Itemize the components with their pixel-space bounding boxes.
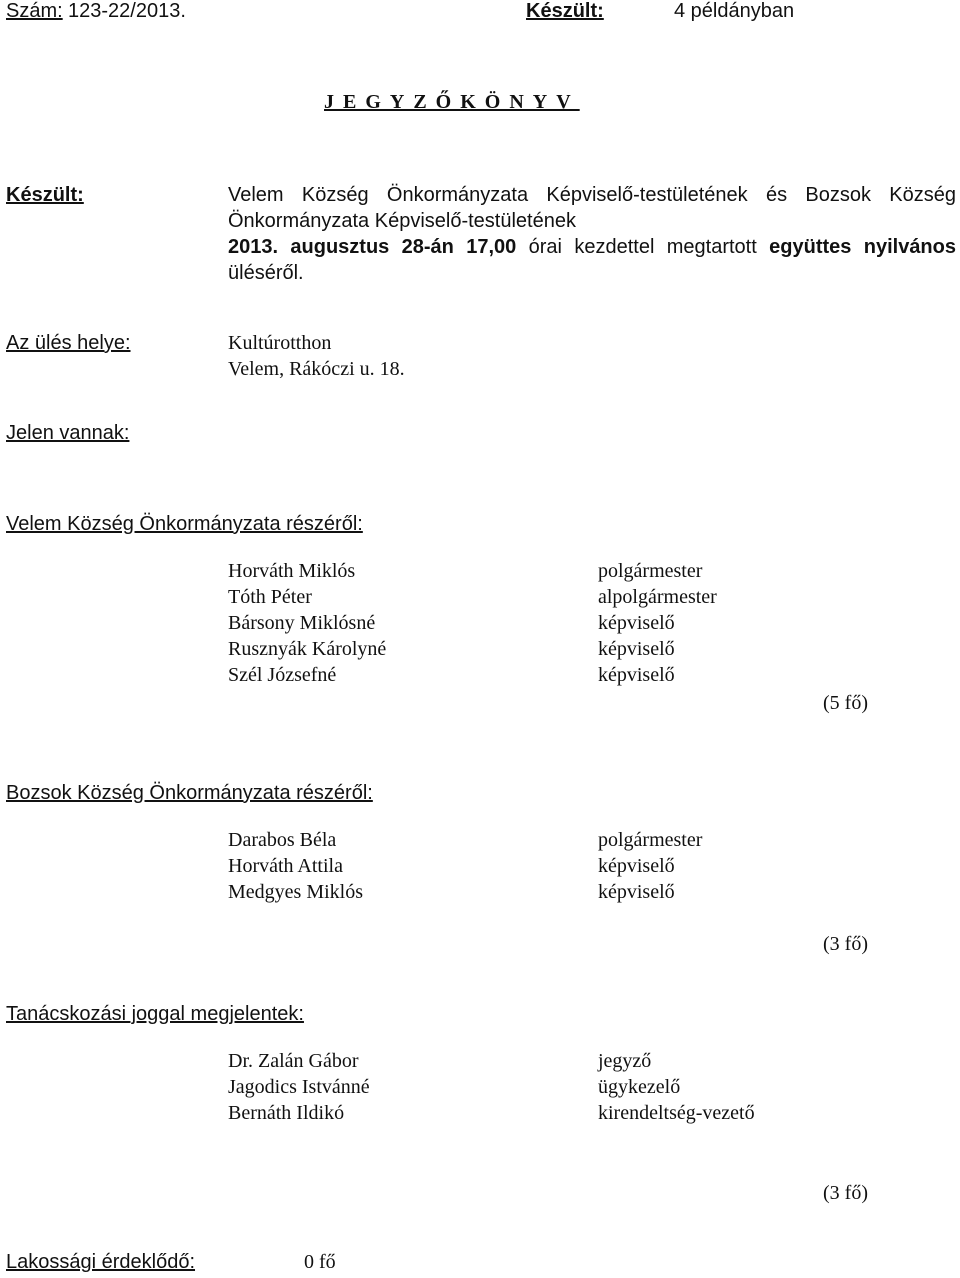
document-title: JEGYZŐKÖNYV	[324, 91, 580, 113]
helye-line-1: Kultúrotthon	[228, 332, 332, 354]
member-name: Bársony Miklósné	[228, 612, 376, 634]
jelen-label: Jelen vannak:	[6, 422, 130, 444]
keszult-mid: órai kezdettel megtartott	[516, 236, 770, 258]
velem-heading: Velem Község Önkormányzata részéről:	[6, 513, 363, 535]
lakossagi-label: Lakossági érdeklődő:	[6, 1251, 196, 1273]
member-role: képviselő	[598, 638, 675, 660]
bozsok-roles	[598, 827, 702, 905]
szam-label: Szám:	[6, 0, 63, 22]
keszult-label: Készült:	[6, 184, 84, 206]
member-name: Rusznyák Károlyné	[228, 638, 387, 660]
member-role: képviselő	[598, 881, 675, 903]
member-name: Dr. Zalán Gábor	[228, 1050, 359, 1072]
member-name: Szél Józsefné	[228, 664, 337, 686]
tanacskozasi-heading: Tanácskozási joggal megjelentek:	[6, 1003, 304, 1025]
velem-count: (5 fő)	[823, 692, 868, 714]
velem-names	[228, 558, 386, 688]
keszult-date: 2013. augusztus 28-án 17,00	[228, 236, 517, 258]
tanacskozasi-count: (3 fő)	[823, 1182, 868, 1204]
member-name: Horváth Miklós	[228, 560, 356, 582]
velem-roles	[598, 558, 717, 688]
member-role: alpolgármester	[598, 586, 717, 608]
member-name: Medgyes Miklós	[228, 881, 363, 903]
member-role: polgármester	[598, 829, 703, 851]
member-name: Darabos Béla	[228, 829, 337, 851]
member-role: ügykezelő	[598, 1076, 681, 1098]
member-role: képviselő	[598, 612, 675, 634]
helye-line-2: Velem, Rákóczi u. 18.	[228, 358, 405, 380]
helye-label: Az ülés helye:	[6, 332, 131, 354]
header-keszult-label: Készült:	[526, 0, 604, 22]
member-name: Horváth Attila	[228, 855, 343, 877]
keszult-text	[228, 182, 956, 286]
member-name: Tóth Péter	[228, 586, 312, 608]
keszult-line-4: üléséről.	[228, 262, 304, 284]
header-keszult-value: 4 példányban	[674, 0, 795, 22]
szam-value: 123-22/2013.	[68, 0, 186, 22]
bozsok-names	[228, 827, 363, 905]
lakossagi-value: 0 fő	[304, 1251, 336, 1273]
tanacskozasi-roles	[598, 1048, 755, 1126]
keszult-line-1: Velem Község Önkormányzata Képviselő-testületének és Bozsok Község	[228, 184, 956, 206]
member-role: kirendeltség-vezető	[598, 1102, 755, 1124]
member-role: polgármester	[598, 560, 703, 582]
keszult-line-2: Önkormányzata Képviselő-testületének	[228, 210, 576, 232]
member-role: képviselő	[598, 664, 675, 686]
member-name: Bernáth Ildikó	[228, 1102, 345, 1124]
bozsok-count: (3 fő)	[823, 933, 868, 955]
member-role: jegyző	[598, 1050, 652, 1072]
bozsok-heading: Bozsok Község Önkormányzata részéről:	[6, 782, 373, 804]
keszult-line-3	[228, 234, 956, 260]
member-role: képviselő	[598, 855, 675, 877]
tanacskozasi-names	[228, 1048, 370, 1126]
member-name: Jagodics Istvánné	[228, 1076, 370, 1098]
keszult-type: együttes nyilvános	[769, 236, 956, 258]
